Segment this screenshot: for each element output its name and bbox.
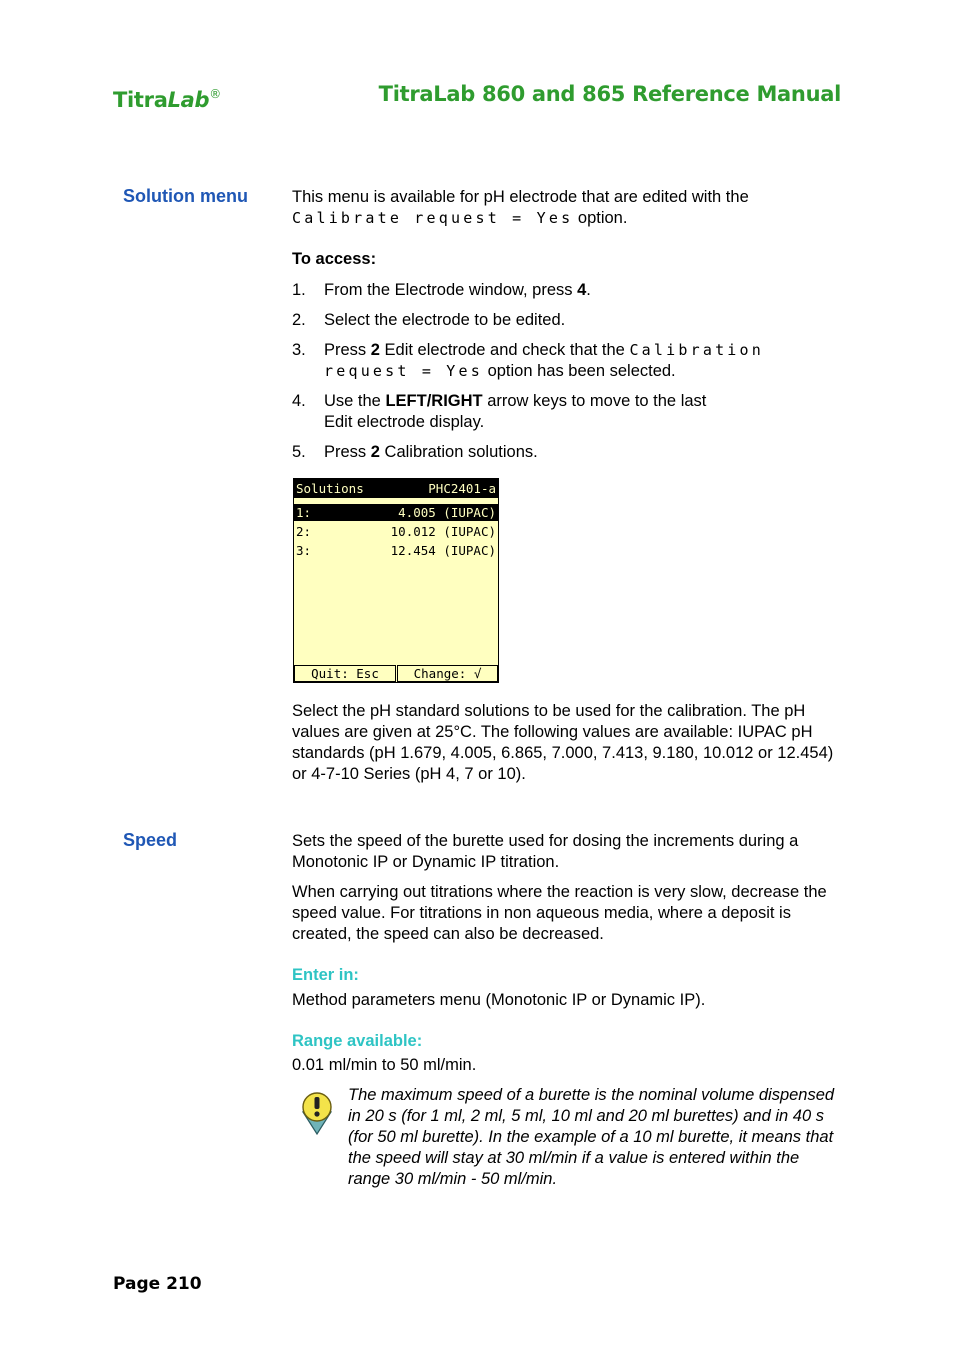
solutions-screen [293,478,499,683]
range-text: 0.01 ml/min to 50 ml/min. [292,1056,477,1074]
list-item: 1. From the Electrode window, press 4. [292,281,591,299]
range-heading: Range available: [292,1032,423,1050]
list-item: 4. Use the LEFT/RIGHT arrow keys to move to the last Edit electrode display. [292,392,707,431]
list-item: 3. Press 2 Edit electrode and check that the Calibration request = Yes option has been selected. [292,341,764,380]
screen-title-bar [294,479,498,498]
brand-prefix: Titra [113,88,168,112]
list-item: 5. Press 2 Calibration solutions. [292,443,538,461]
access-steps [292,280,837,472]
solution-description: Select the pH standard solutions to be used for the calibration. The pH values are given at 25°C. The following values are available: IUPAC pH standards (pH 1.679, 4.005, 6.865, 7.000, 7.413, 9.180, 10.012 or 12.454) or 4-7-10 Series (pH 4, 7 or 10). [292,702,834,783]
speed-paragraph-2: When carrying out titrations where the reaction is very slow, decrease the speed value. For titrations in non aqueous media, where a deposit is created, the speed can also be decreased. [292,883,827,943]
solution-row-1[interactable]: 1: 4.005 (IUPAC) [296,505,496,520]
intro-code: Calibrate request = Yes [292,209,574,227]
speed-paragraph-1: Sets the speed of the burette used for dosing the increments during a Monotonic IP or Dynamic IP titration. [292,832,799,871]
page-number: Page 210 [113,1274,202,1294]
enter-in-text: Method parameters menu (Monotonic IP or Dynamic IP). [292,991,706,1009]
solution-row-2[interactable]: 2: 10.012 (IUPAC) [296,524,496,539]
warning-icon [297,1090,337,1136]
brand-suffix: Lab [167,88,210,112]
intro-end: option. [573,209,628,227]
section-title-speed: Speed [123,830,178,850]
section-title-solution-menu: Solution menu [123,186,248,206]
electrode-id: PHC2401-a [428,481,496,496]
solution-menu-intro [292,187,837,229]
access-heading: To access: [292,250,377,268]
enter-in-heading: Enter in: [292,966,359,984]
speed-note: The maximum speed of a burette is the nominal volume dispensed in 20 s (for 1 ml, 2 ml, 5 ml, 10 ml and 20 ml burettes) and in 40 s (for 50 ml burette). In the example of a 10 ml burette, it means that the speed will stay at 30 ml/min if a value is entered within the range 30 ml/min - 50 ml/min. [348,1086,835,1188]
quit-button[interactable]: Quit: Esc [294,665,396,682]
brand-logo [113,84,221,111]
list-item: 2. Select the electrode to be edited. [292,311,566,329]
registered-mark: ® [209,87,221,101]
screen-title: Solutions [296,481,364,496]
solution-row-3[interactable]: 3: 12.454 (IUPAC) [296,543,496,558]
intro-text: This menu is available for pH electrode that are edited with the [292,188,749,206]
change-button[interactable]: Change: √ [397,665,498,682]
manual-title: TitraLab 860 and 865 Reference Manual [378,82,841,106]
